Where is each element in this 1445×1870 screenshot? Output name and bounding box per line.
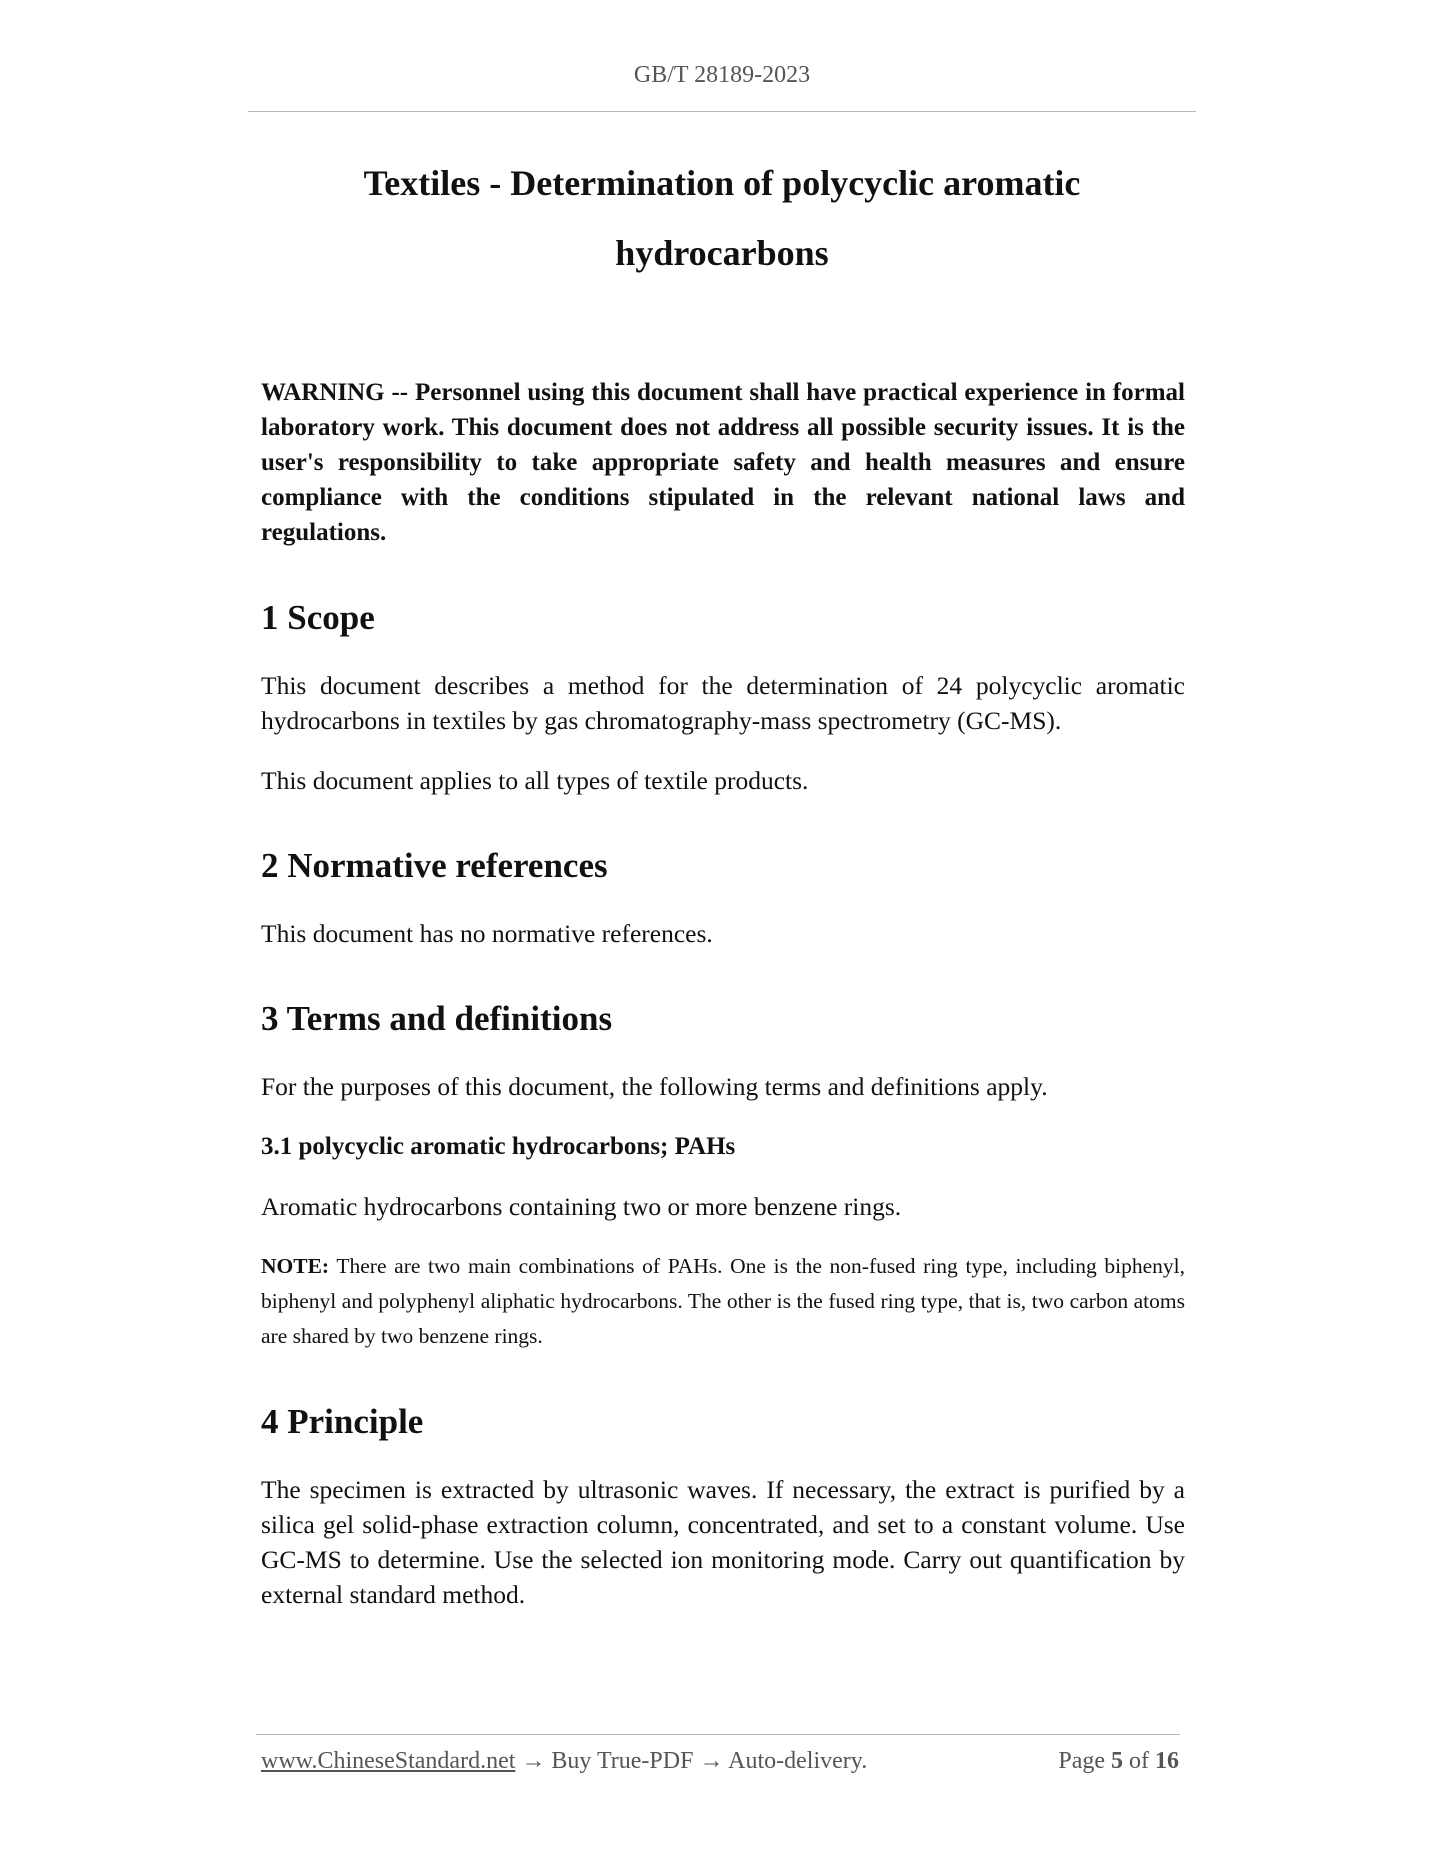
page-of: of	[1129, 1748, 1149, 1774]
delivery-text: Auto-delivery.	[728, 1748, 868, 1774]
buy-text: Buy True-PDF	[551, 1748, 694, 1774]
footer-left	[261, 1748, 867, 1775]
arrow-right-icon: →	[699, 1748, 724, 1774]
page-current: 5	[1111, 1748, 1123, 1774]
section-heading-normative-references: 2 Normative references	[261, 846, 608, 885]
term-heading-pahs: 3.1 polycyclic aromatic hydrocarbons; PAHs	[261, 1133, 736, 1160]
header-divider	[248, 111, 1196, 112]
warning-paragraph: WARNING -- Personnel using this document shall have practical experience in formal laboratory work. This document does not address all possible security issues. It is the user's responsibility to take appropriate safety and health measures and ensure compliance with the conditions stipulated in the relevant national laws and regulations.	[261, 379, 1185, 546]
section-heading-principle: 4 Principle	[261, 1402, 424, 1441]
term-note	[261, 1249, 1185, 1354]
title-line-1: Textiles - Determination of polycyclic aromatic	[363, 163, 1081, 203]
title-line-2: hydrocarbons	[615, 233, 829, 273]
page-total: 16	[1155, 1748, 1179, 1774]
page-label: Page	[1058, 1748, 1105, 1774]
principle-paragraph: The specimen is extracted by ultrasonic waves. If necessary, the extract is purified by a silica gel solid-phase extraction column, concentrated, and set to a constant volume. Use GC-MS to determine. Use the selected ion monitoring mode. Carry out quantification by external standard method.	[261, 1475, 1185, 1609]
page-indicator	[1058, 1748, 1179, 1775]
scope-paragraph-1: This document describes a method for the determination of 24 polycyclic aromatic hydrocarbons in textiles by gas chromatography-mass spectrometry (GC-MS).	[261, 671, 1185, 735]
page-footer	[261, 1748, 1179, 1775]
footer-divider	[256, 1734, 1180, 1735]
section-heading-scope: 1 Scope	[261, 598, 375, 637]
note-label: NOTE:	[261, 1254, 330, 1278]
website-link[interactable]: www.ChineseStandard.net	[261, 1748, 516, 1774]
page-header: GB/T 28189-2023	[633, 62, 811, 88]
normative-paragraph: This document has no normative references.	[261, 919, 713, 948]
section-heading-terms: 3 Terms and definitions	[261, 999, 613, 1038]
document-title	[248, 148, 1196, 288]
note-text: There are two main combinations of PAHs. One is the non-fused ring type, including biphenyl, biphenyl and polyphenyl aliphatic hydrocarbons. The other is the fused ring type, that is, two carbon atoms are shared by two benzene rings.	[261, 1254, 1185, 1348]
terms-intro-paragraph: For the purposes of this document, the following terms and definitions apply.	[261, 1072, 1048, 1101]
scope-paragraph-2: This document applies to all types of textile products.	[261, 766, 809, 795]
arrow-right-icon: →	[521, 1748, 546, 1774]
document-body	[261, 375, 1185, 1637]
term-definition: Aromatic hydrocarbons containing two or more benzene rings.	[261, 1192, 902, 1221]
